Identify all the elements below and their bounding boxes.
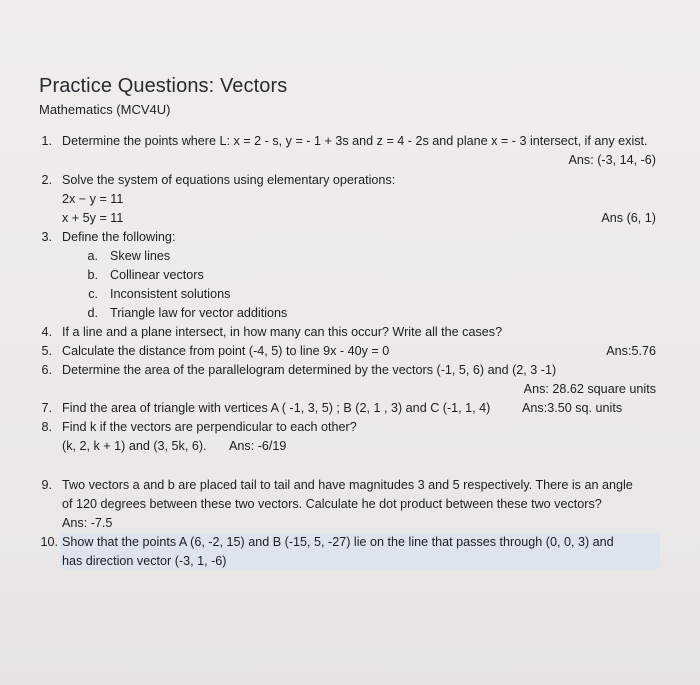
equation-line: x + 5y = 11: [62, 211, 124, 225]
sub-item-text: Inconsistent solutions: [110, 287, 231, 301]
answer-1: Ans: (-3, 14, -6): [568, 153, 656, 167]
sub-item-text: Triangle law for vector additions: [110, 306, 288, 320]
question-text-continued: of 120 degrees between these two vectors. Calculate he dot product between these two vectors?: [62, 497, 602, 511]
question-text: Find k if the vectors are perpendicular to each other?: [62, 420, 357, 434]
sub-item-text: Collinear vectors: [110, 268, 204, 282]
page-title: Practice Questions: Vectors: [39, 75, 288, 97]
question-number: 6.: [41, 363, 52, 377]
question-number: 4.: [41, 325, 52, 339]
question-number: 9.: [41, 478, 52, 492]
question-number: 1.: [41, 134, 52, 148]
question-number: 10.: [40, 535, 58, 549]
sub-item-letter: b.: [87, 268, 98, 282]
question-text: Two vectors a and b are placed tail to tail and have magnitudes 3 and 5 respectively. There is an angle: [62, 478, 633, 492]
sub-item-letter: c.: [88, 287, 98, 301]
question-text: Determine the points where L: x = 2 - s, y = - 1 + 3s and z = 4 - 2s and plane x = - 3 intersect, if any exist.: [62, 134, 648, 148]
answer-5: Ans:5.76: [606, 344, 656, 358]
question-text: Show that the points A (6, -2, 15) and B (-15, 5, -27) lie on the line that passes through (0, 0, 3) and: [62, 535, 614, 549]
equation-line: 2x − y = 11: [62, 192, 124, 206]
question-text-continued: has direction vector (-3, 1, -6): [62, 554, 227, 568]
answer-7: Ans:3.50 sq. units: [522, 401, 623, 415]
question-text: Define the following:: [62, 230, 176, 244]
question-text: Solve the system of equations using elementary operations:: [62, 173, 396, 187]
question-number: 8.: [41, 420, 52, 434]
question-number: 3.: [41, 230, 52, 244]
question-text: Determine the area of the parallelogram determined by the vectors (-1, 5, 6) and (2, 3 -1): [62, 363, 557, 377]
question-text: If a line and a plane intersect, in how many can this occur? Write all the cases?: [62, 325, 503, 339]
answer-6: Ans: 28.62 square units: [523, 382, 656, 396]
question-text: Calculate the distance from point (-4, 5) to line 9x - 40y = 0: [62, 344, 390, 358]
sub-item-text: Skew lines: [110, 249, 171, 263]
sub-item-letter: d.: [87, 306, 98, 320]
question-number: 7.: [41, 401, 52, 415]
answer-8: Ans: -6/19: [229, 439, 287, 453]
question-number: 5.: [41, 344, 52, 358]
question-text: Find the area of triangle with vertices A ( -1, 3, 5) ; B (2, 1 , 3) and C (-1, 1, 4): [62, 401, 491, 415]
answer-9: Ans: -7.5: [62, 516, 113, 530]
answer-2: Ans (6, 1): [601, 211, 656, 225]
page-subtitle: Mathematics (MCV4U): [39, 102, 171, 117]
question-number: 2.: [41, 173, 52, 187]
sub-item-letter: a.: [87, 249, 98, 263]
vectors-line: (k, 2, k + 1) and (3, 5k, 6).: [62, 439, 207, 453]
